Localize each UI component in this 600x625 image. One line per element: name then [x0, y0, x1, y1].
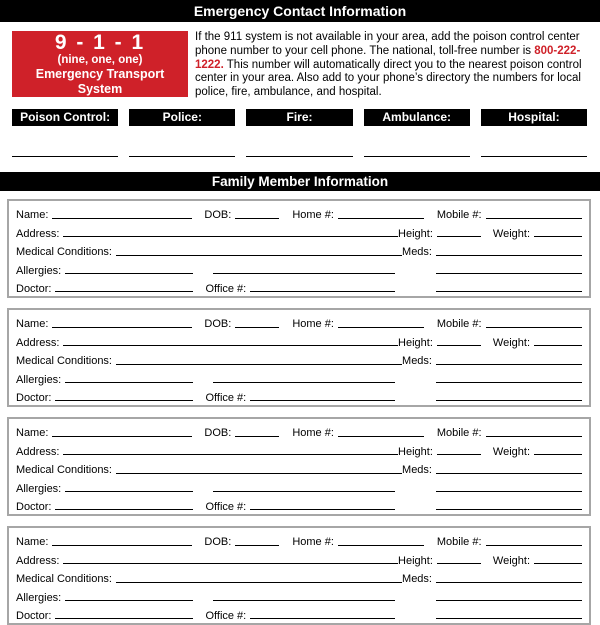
- family-member-block: [7, 199, 591, 298]
- intro-section: [12, 31, 597, 100]
- address-line: [63, 236, 398, 237]
- emergency-number-poison-control: [12, 109, 118, 157]
- name-line: [52, 545, 192, 546]
- poison-control-write-in-line: [12, 156, 118, 157]
- meds-continued-line: [436, 400, 582, 401]
- name-label: Name:: [16, 209, 49, 222]
- height-line: [437, 345, 481, 346]
- emergency-number-ambulance: [364, 109, 470, 157]
- member-row-doctor: [16, 278, 582, 296]
- emergency-numbers-row: [12, 109, 587, 157]
- home-phone-line: [338, 436, 424, 437]
- weight-label: Weight:: [492, 336, 530, 349]
- allergies-continued-line: [213, 382, 395, 383]
- dob-label: DOB:: [204, 536, 232, 549]
- home-phone-label: Home #:: [292, 536, 334, 549]
- member-row-doctor: [16, 387, 582, 405]
- dob-label: DOB:: [204, 427, 232, 440]
- fire-write-in-line: [246, 156, 352, 157]
- member-row-medical: [16, 350, 582, 368]
- allergies-label: Allergies:: [16, 591, 62, 604]
- member-row-identity: [16, 422, 582, 440]
- office-phone-label: Office #:: [205, 282, 247, 295]
- medical-conditions-line: [116, 582, 402, 583]
- name-line: [52, 327, 192, 328]
- member-row-allergies: [16, 259, 582, 277]
- weight-line: [534, 563, 582, 564]
- meds-continued-line: [436, 600, 582, 601]
- ambulance-label: Ambulance:: [364, 109, 470, 126]
- mobile-phone-line: [486, 218, 582, 219]
- meds-label: Meds:: [402, 573, 432, 586]
- medical-conditions-line: [116, 473, 402, 474]
- height-label: Height:: [398, 445, 433, 458]
- meds-continued-line: [436, 291, 582, 292]
- address-label: Address:: [16, 227, 60, 240]
- member-row-doctor: [16, 605, 582, 623]
- member-row-allergies: [16, 368, 582, 386]
- office-phone-label: Office #:: [205, 500, 247, 513]
- address-line: [63, 454, 398, 455]
- member-row-allergies: [16, 586, 582, 604]
- office-phone-line: [250, 400, 395, 401]
- member-row-address: [16, 331, 582, 349]
- height-label: Height:: [398, 336, 433, 349]
- medical-conditions-label: Medical Conditions:: [16, 573, 112, 586]
- medical-conditions-label: Medical Conditions:: [16, 464, 112, 477]
- 911-number: 9 - 1 - 1: [54, 31, 146, 54]
- home-phone-label: Home #:: [292, 209, 334, 222]
- fire-label: Fire:: [246, 109, 352, 126]
- allergies-label: Allergies:: [16, 373, 62, 386]
- allergies-label: Allergies:: [16, 264, 62, 277]
- office-phone-line: [250, 291, 395, 292]
- medical-conditions-label: Medical Conditions:: [16, 355, 112, 368]
- address-line: [63, 563, 398, 564]
- home-phone-label: Home #:: [292, 427, 334, 440]
- family-member-block: [7, 526, 591, 625]
- address-label: Address:: [16, 336, 60, 349]
- family-member-block: [7, 417, 591, 516]
- name-line: [52, 218, 192, 219]
- meds-line: [436, 255, 582, 256]
- office-phone-line: [250, 509, 395, 510]
- meds-label: Meds:: [402, 464, 432, 477]
- dob-line: [235, 327, 279, 328]
- doctor-line: [55, 618, 193, 619]
- allergies-continued-line: [213, 491, 395, 492]
- member-row-medical: [16, 459, 582, 477]
- medical-conditions-label: Medical Conditions:: [16, 246, 112, 259]
- mobile-phone-line: [486, 436, 582, 437]
- 911-subtitle: (nine, one, one): [57, 54, 143, 66]
- member-row-address: [16, 549, 582, 567]
- section-title-family-member: Family Member Information: [0, 172, 600, 191]
- name-label: Name:: [16, 536, 49, 549]
- family-member-list: [7, 199, 591, 625]
- meds-line: [436, 364, 582, 365]
- member-row-address: [16, 440, 582, 458]
- mobile-phone-line: [486, 545, 582, 546]
- dob-line: [235, 218, 279, 219]
- mobile-phone-line: [486, 327, 582, 328]
- emergency-number-hospital: [481, 109, 587, 157]
- member-row-doctor: [16, 496, 582, 514]
- poison-control-note: [195, 31, 597, 100]
- dob-line: [235, 436, 279, 437]
- weight-label: Weight:: [492, 445, 530, 458]
- name-label: Name:: [16, 318, 49, 331]
- home-phone-label: Home #:: [292, 318, 334, 331]
- weight-line: [534, 236, 582, 237]
- allergies-line: [65, 382, 193, 383]
- height-line: [437, 236, 481, 237]
- ambulance-write-in-line: [364, 156, 470, 157]
- meds-line: [436, 582, 582, 583]
- medical-conditions-line: [116, 364, 402, 365]
- allergies-label: Allergies:: [16, 482, 62, 495]
- home-phone-line: [338, 545, 424, 546]
- member-row-address: [16, 222, 582, 240]
- weight-line: [534, 345, 582, 346]
- office-phone-label: Office #:: [205, 609, 247, 622]
- meds-continued-line: [436, 273, 582, 274]
- address-line: [63, 345, 398, 346]
- member-row-allergies: [16, 477, 582, 495]
- dob-label: DOB:: [204, 318, 232, 331]
- dob-line: [235, 545, 279, 546]
- dob-label: DOB:: [204, 209, 232, 222]
- address-label: Address:: [16, 445, 60, 458]
- weight-label: Weight:: [492, 227, 530, 240]
- address-label: Address:: [16, 554, 60, 567]
- doctor-label: Doctor:: [16, 391, 52, 404]
- allergies-line: [65, 273, 193, 274]
- weight-line: [534, 454, 582, 455]
- 911-card: [12, 31, 188, 97]
- poison-control-label: Poison Control:: [12, 109, 118, 126]
- hospital-label: Hospital:: [481, 109, 587, 126]
- doctor-label: Doctor:: [16, 500, 52, 513]
- note-text-before: If the 911 system is not available in your area, add the poison control center phone number to your cell phone. The national, toll-free number is: [195, 31, 580, 57]
- meds-continued-line: [436, 382, 582, 383]
- family-member-block: [7, 308, 591, 407]
- office-phone-line: [250, 618, 395, 619]
- mobile-phone-label: Mobile #:: [436, 209, 482, 222]
- doctor-line: [55, 291, 193, 292]
- member-row-identity: [16, 313, 582, 331]
- note-text-after: This number will automatically direct you to the nearest poison control center in your area. Also add to your phone’s directory the numbers for local police, fire, ambulance, and hospital.: [195, 58, 582, 99]
- emergency-number-fire: [246, 109, 352, 157]
- home-phone-line: [338, 327, 424, 328]
- police-label: Police:: [129, 109, 235, 126]
- member-row-medical: [16, 241, 582, 259]
- weight-label: Weight:: [492, 554, 530, 567]
- emergency-number-police: [129, 109, 235, 157]
- height-line: [437, 454, 481, 455]
- meds-continued-line: [436, 509, 582, 510]
- meds-line: [436, 473, 582, 474]
- doctor-line: [55, 509, 193, 510]
- allergies-line: [65, 491, 193, 492]
- height-label: Height:: [398, 554, 433, 567]
- section-title-emergency-contact: Emergency Contact Information: [0, 0, 600, 22]
- poison-control-phone: 800-222-1222.: [195, 44, 581, 71]
- allergies-continued-line: [213, 600, 395, 601]
- name-label: Name:: [16, 427, 49, 440]
- 911-caption: Emergency Transport System: [35, 67, 165, 96]
- home-phone-line: [338, 218, 424, 219]
- name-line: [52, 436, 192, 437]
- allergies-continued-line: [213, 273, 395, 274]
- hospital-write-in-line: [481, 156, 587, 157]
- doctor-label: Doctor:: [16, 609, 52, 622]
- doctor-line: [55, 400, 193, 401]
- meds-label: Meds:: [402, 355, 432, 368]
- allergies-line: [65, 600, 193, 601]
- member-row-identity: [16, 204, 582, 222]
- mobile-phone-label: Mobile #:: [436, 318, 482, 331]
- height-line: [437, 563, 481, 564]
- mobile-phone-label: Mobile #:: [436, 536, 482, 549]
- member-row-medical: [16, 568, 582, 586]
- meds-continued-line: [436, 618, 582, 619]
- doctor-label: Doctor:: [16, 282, 52, 295]
- medical-conditions-line: [116, 255, 402, 256]
- police-write-in-line: [129, 156, 235, 157]
- mobile-phone-label: Mobile #:: [436, 427, 482, 440]
- meds-continued-line: [436, 491, 582, 492]
- height-label: Height:: [398, 227, 433, 240]
- member-row-identity: [16, 531, 582, 549]
- office-phone-label: Office #:: [205, 391, 247, 404]
- meds-label: Meds:: [402, 246, 432, 259]
